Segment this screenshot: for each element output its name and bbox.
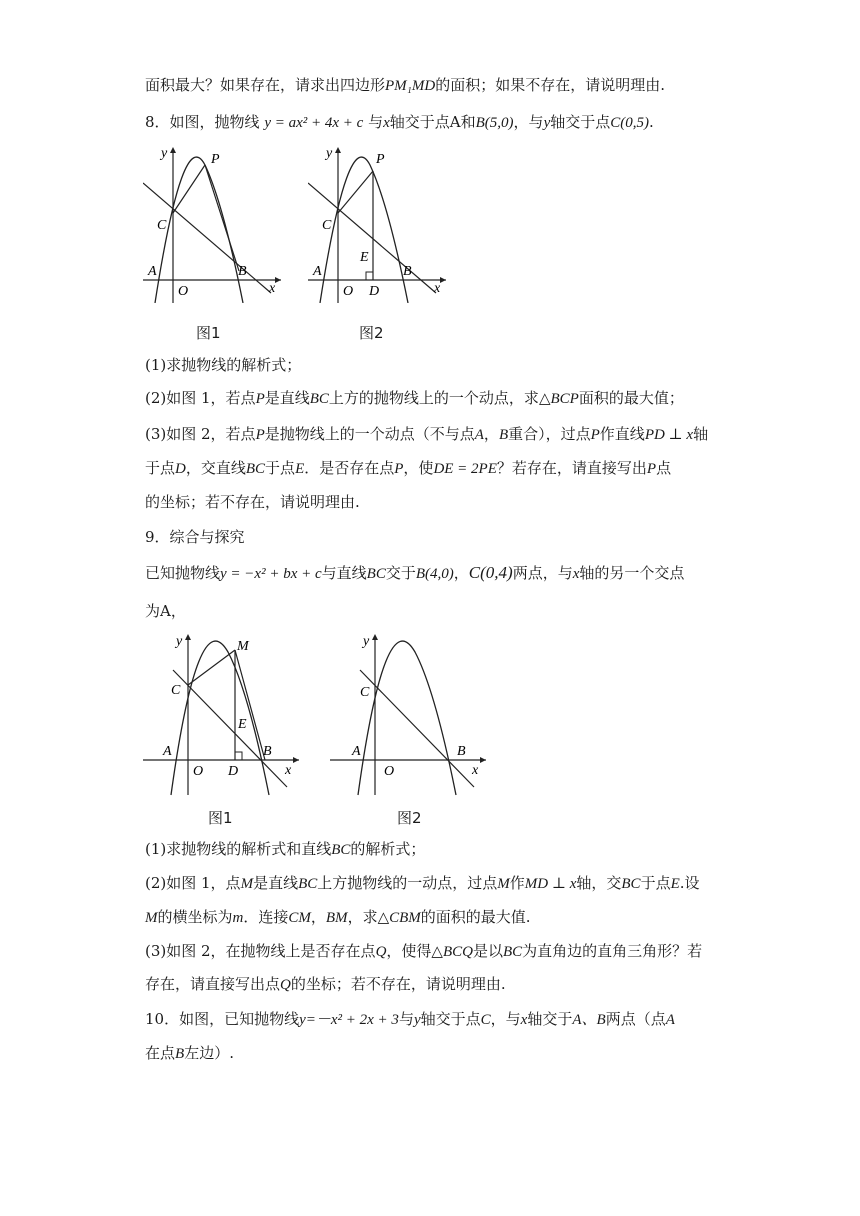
label-c: C <box>360 685 370 700</box>
text: 左边）. <box>184 1044 234 1062</box>
math: △BCQ <box>431 944 473 960</box>
caption-8-2: 图2 <box>359 324 384 342</box>
x-arrow <box>440 277 446 283</box>
figure-8-2 <box>308 143 448 307</box>
math: B <box>175 1046 185 1062</box>
x-arrow <box>275 277 281 283</box>
math: Q <box>280 977 291 993</box>
math: A、B <box>572 1012 606 1028</box>
math: B(4,0) <box>415 566 454 582</box>
problem-8-q2 <box>145 387 684 410</box>
label-a: A <box>148 264 157 279</box>
problem-10-intro <box>145 1008 675 1031</box>
label-x: x <box>472 763 479 778</box>
problem-9-q2-cont <box>145 906 531 929</box>
math: BM <box>325 910 348 926</box>
text: 于点 <box>640 874 671 892</box>
text: 与 <box>368 113 384 131</box>
label-m: M <box>237 639 249 654</box>
label-e: E <box>238 717 247 732</box>
math: △BCP <box>538 391 579 407</box>
problem-9-q1 <box>145 838 425 861</box>
text: . <box>649 113 654 131</box>
text: (2)如图 1，若点 <box>145 389 256 407</box>
figure-8-1-svg <box>143 143 283 303</box>
math-parabola: y=－x² + 2x + 3 <box>299 1012 399 1028</box>
math: △CBM <box>377 910 421 926</box>
text: 轴 <box>693 425 709 443</box>
caption-9-2: 图2 <box>397 809 422 827</box>
label-o: O <box>193 764 204 779</box>
label-x: x <box>269 281 276 296</box>
x-arrow <box>480 757 486 763</box>
text: 两点（点 <box>605 1010 666 1028</box>
problem-10-intro-cont <box>145 1042 234 1065</box>
parabola <box>155 157 243 303</box>
figure-8-1 <box>143 143 283 307</box>
text: 交于 <box>385 564 416 582</box>
text: 作直线 <box>599 425 645 443</box>
text: 上方的抛物线上的一个动点，求 <box>328 389 539 407</box>
text: 轴，交 <box>576 874 622 892</box>
label-y: y <box>326 146 333 161</box>
text: .设 <box>679 874 700 892</box>
math: BC <box>309 391 329 407</box>
math: BC <box>366 566 386 582</box>
text: 的坐标；若不存在，请说明理由. <box>145 493 360 511</box>
math: BC <box>621 876 641 892</box>
text: ， <box>483 425 499 443</box>
text: 是以 <box>472 942 503 960</box>
text: 存在，请直接写出点 <box>145 975 281 993</box>
text: ，求 <box>347 908 378 926</box>
math: PD ⊥ x <box>644 427 694 443</box>
text: 是抛物线上的一个动点（不与点 <box>264 425 475 443</box>
text: 于点 <box>145 459 176 477</box>
text: 的横坐标为 <box>157 908 233 926</box>
math: Q <box>375 944 387 960</box>
text: 是直线 <box>264 389 310 407</box>
label-c: C <box>157 218 167 233</box>
text: 为直角边的直角三角形？若 <box>522 942 703 960</box>
label-x: x <box>434 281 441 296</box>
label-x: x <box>285 763 292 778</box>
text: 轴的另一个交点 <box>579 564 685 582</box>
line-bc <box>360 670 474 787</box>
text: 8．如图，抛物线 <box>145 113 260 131</box>
x-arrow <box>293 757 299 763</box>
math-point-c: C(0,5) <box>610 115 649 131</box>
text: 的解析式； <box>350 840 426 858</box>
label-c: C <box>322 218 332 233</box>
caption-9-1: 图1 <box>208 809 233 827</box>
text: ．是否存在点 <box>304 459 395 477</box>
math: P <box>394 461 404 477</box>
text: 的面积；如果不存在，请说明理由. <box>435 76 665 94</box>
label-b: B <box>457 744 466 759</box>
label-p: P <box>211 152 220 167</box>
line-bc <box>308 183 436 293</box>
text: (1)求抛物线的解析式； <box>145 356 302 374</box>
problem-8-intro <box>145 111 654 134</box>
y-arrow <box>335 147 341 153</box>
text: 是直线 <box>253 874 299 892</box>
label-e: E <box>360 250 369 265</box>
problem-9-q3-cont <box>145 973 506 996</box>
text: 的坐标；若不存在，请说明理由. <box>290 975 506 993</box>
label-a: A <box>313 264 322 279</box>
text: 重合），过点 <box>508 425 591 443</box>
text: 上方抛物线的一动点，过点 <box>317 874 498 892</box>
math-point-b: B(5,0) <box>475 115 514 131</box>
math: CM <box>288 910 311 926</box>
math: x <box>520 1012 528 1028</box>
math-quad: PM₁MD <box>385 78 436 94</box>
label-b: B <box>263 744 272 759</box>
math: D <box>175 461 186 477</box>
math: A <box>665 1012 675 1028</box>
label-y: y <box>176 634 183 649</box>
label-y: y <box>363 634 370 649</box>
text: 在点 <box>145 1044 176 1062</box>
figure-9-2 <box>330 630 490 804</box>
text: 为A， <box>145 602 186 620</box>
problem-8-q1 <box>145 354 301 376</box>
label-p: P <box>376 152 385 167</box>
right-angle-mark <box>235 752 242 760</box>
text: 两点，与 <box>512 564 573 582</box>
math: BC <box>331 842 351 858</box>
label-y: y <box>161 146 168 161</box>
problem-9-q3 <box>145 940 702 963</box>
label-o: O <box>384 764 395 779</box>
label-d: D <box>228 764 239 779</box>
label-o: O <box>178 284 189 299</box>
math: P <box>590 427 600 443</box>
math: BC <box>502 944 523 960</box>
math: MD ⊥ x <box>524 876 577 892</box>
math: BC <box>245 461 266 477</box>
text: (3)如图 2，在抛物线上是否存在点 <box>145 942 376 960</box>
figure-8-2-svg <box>308 143 448 303</box>
text: 与 <box>398 1010 414 1028</box>
figure-9-2-svg <box>330 630 490 800</box>
math-parabola: y = −x² + bx + c <box>220 566 322 582</box>
problem-9-title <box>145 526 245 548</box>
math: M <box>497 876 510 892</box>
text: 已知抛物线 <box>145 564 221 582</box>
label-o: O <box>343 284 354 299</box>
problem-8-q3-cont <box>145 457 671 480</box>
math: C <box>480 1012 491 1028</box>
text: ？若存在，请直接写出 <box>496 459 647 477</box>
text: 轴交于点A和 <box>389 113 476 131</box>
text: 的面积的最大值. <box>420 908 531 926</box>
math: x <box>572 566 580 582</box>
label-d: D <box>369 284 380 299</box>
math: P <box>646 461 657 477</box>
text-line-continuation <box>145 74 665 97</box>
figure-9-1 <box>143 630 303 804</box>
math-y: y <box>543 115 551 131</box>
text: 轴交于点 <box>420 1010 481 1028</box>
caption-8-1: 图1 <box>196 324 221 342</box>
problem-8-q3 <box>145 423 708 446</box>
problem-8-q3-end <box>145 491 360 513</box>
math-parabola: y = ax² + 4x + c <box>264 115 364 131</box>
math: DE = 2PE <box>433 461 497 477</box>
text: (1)求抛物线的解析式和直线 <box>145 840 332 858</box>
text: 面积最大？如果存在，请求出四边形 <box>145 76 386 94</box>
y-arrow <box>170 147 176 153</box>
text: ，使得 <box>386 942 432 960</box>
segment-cm <box>188 650 235 685</box>
math: M <box>145 910 158 926</box>
y-arrow <box>185 634 191 640</box>
y-arrow <box>372 634 378 640</box>
math: m <box>232 910 244 926</box>
math: E <box>295 461 305 477</box>
math: y <box>413 1012 421 1028</box>
right-angle-mark <box>366 272 373 280</box>
math: BC <box>298 876 318 892</box>
segment-pb <box>205 165 239 271</box>
text: ， <box>453 564 469 582</box>
segment-cp <box>338 171 373 213</box>
math: M <box>240 876 254 892</box>
text: ，与 <box>490 1010 521 1028</box>
problem-9-q2 <box>145 872 700 895</box>
label-b: B <box>403 264 412 279</box>
text: 10．如图，已知抛物线 <box>145 1010 300 1028</box>
text: ，与 <box>513 113 544 131</box>
text: ，交直线 <box>185 459 246 477</box>
math: P <box>255 427 265 443</box>
text: ．连接 <box>243 908 289 926</box>
text: 9．综合与探究 <box>145 528 245 546</box>
text: 点 <box>656 459 672 477</box>
problem-9-intro <box>145 562 684 585</box>
segment-mb <box>235 650 265 760</box>
text: ，使 <box>403 459 434 477</box>
math-x: x <box>383 115 390 131</box>
text: 与直线 <box>321 564 367 582</box>
label-c: C <box>171 683 181 698</box>
parabola <box>320 157 408 303</box>
text: 面积的最大值； <box>578 389 684 407</box>
label-a: A <box>163 744 172 759</box>
math: B <box>498 427 509 443</box>
math: C(0,4) <box>468 563 513 582</box>
math: E <box>670 876 680 892</box>
label-b: B <box>238 264 247 279</box>
text: (2)如图 1，点 <box>145 874 241 892</box>
text: (3)如图 2，若点 <box>145 425 256 443</box>
text: 轴交于 <box>527 1010 573 1028</box>
text: 作 <box>509 874 525 892</box>
label-a: A <box>352 744 361 759</box>
math: A <box>474 427 484 443</box>
math: P <box>255 391 265 407</box>
text: 轴交于点 <box>550 113 611 131</box>
figure-9-1-svg <box>143 630 303 800</box>
problem-9-intro-cont <box>145 600 186 622</box>
text: ， <box>310 908 326 926</box>
text: 于点 <box>265 459 296 477</box>
line-bc <box>143 183 271 293</box>
